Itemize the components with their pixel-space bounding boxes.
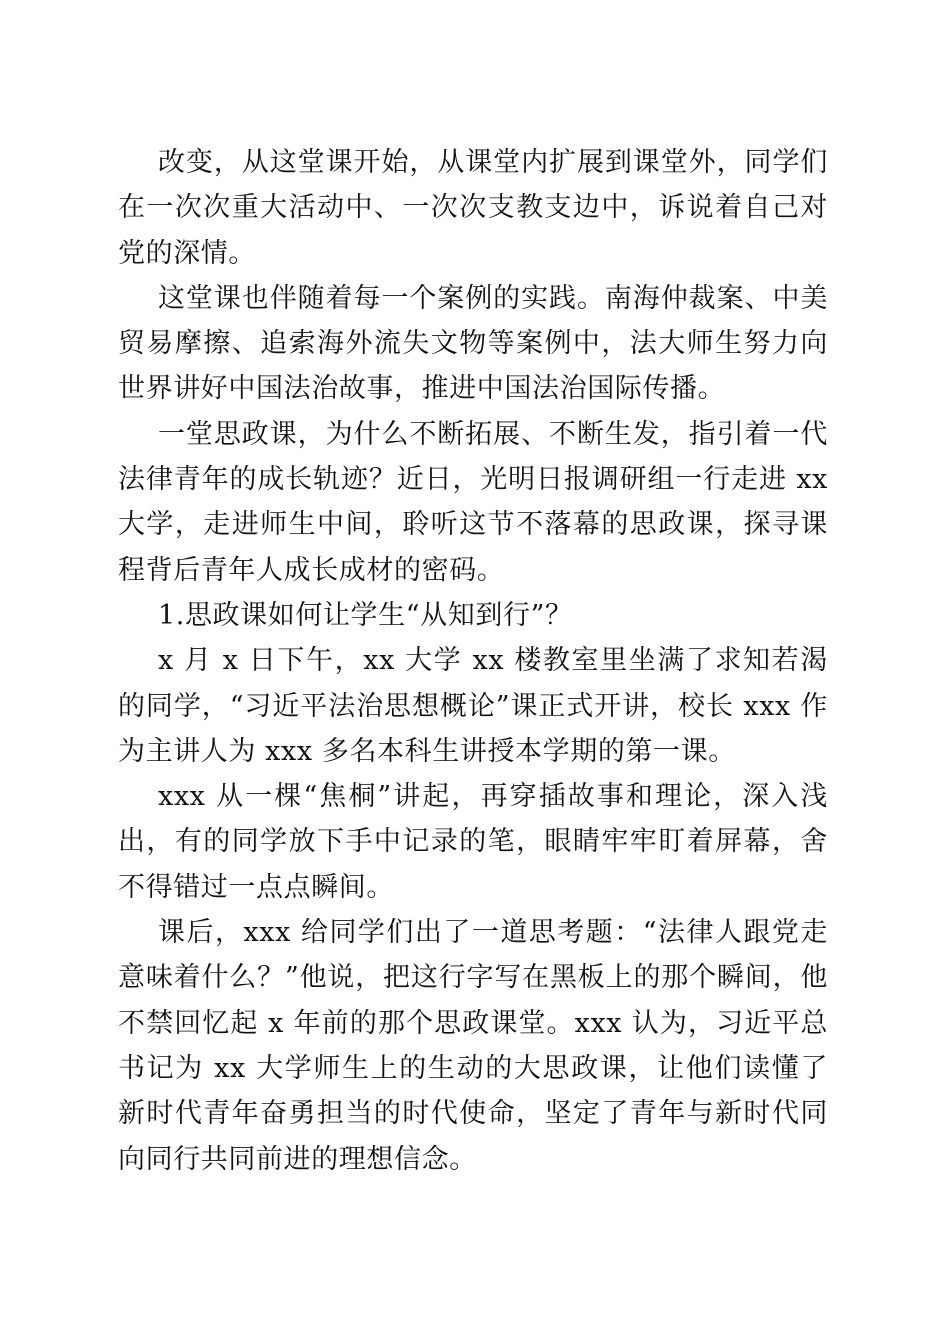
paragraph-1: 改变，从这堂课开始，从课堂内扩展到课堂外，同学们在一次次重大活动中、一次次支教支边中，诉说着自己对党的深情。	[118, 147, 828, 269]
section-heading: 1.思政课如何让学生“从知到行”？	[158, 599, 573, 631]
paragraph-3: 一堂思政课，为什么不断拓展、不断生发，指引着一代法律青年的成长轨迹？近日，光明日报调研组一行走进 xx 大学，走进师生中间，聆听这节不落幕的思政课，探寻课程背后青年人成长成材的密码。	[118, 418, 828, 586]
paragraph-5: xxx 从一棵“焦桐”讲起，再穿插故事和理论，深入浅出，有的同学放下手中记录的笔，眼睛牢牢盯着屏幕，舍不得错过一点点瞬间。	[118, 781, 828, 903]
document-body	[118, 140, 828, 1182]
paragraph-4: x 月 x 日下午，xx 大学 xx 楼教室里坐满了求知若渴的同学，“习近平法治思想概论”课正式开讲，校长 xxx 作为主讲人为 xxx 多名本科生讲授本学期的第一课。	[118, 645, 828, 767]
paragraph-2: 这堂课也伴随着每一个案例的实践。南海仲裁案、中美贸易摩擦、追索海外流失文物等案例中，法大师生努力向世界讲好中国法治故事，推进中国法治国际传播。	[118, 282, 828, 405]
paragraph-6: 课后，xxx 给同学们出了一道思考题：“法律人跟党走意味着什么？”他说，把这行字写在黑板上的那个瞬间，他不禁回忆起 x 年前的那个思政课堂。xxx 认为，习近平总书记为 xx 大学师生上的生动的大思政课，让他们读懂了新时代青年奋勇担当的时代使命，坚定了青年与新时代同向同行共同前进的理想信念。	[118, 917, 828, 1175]
